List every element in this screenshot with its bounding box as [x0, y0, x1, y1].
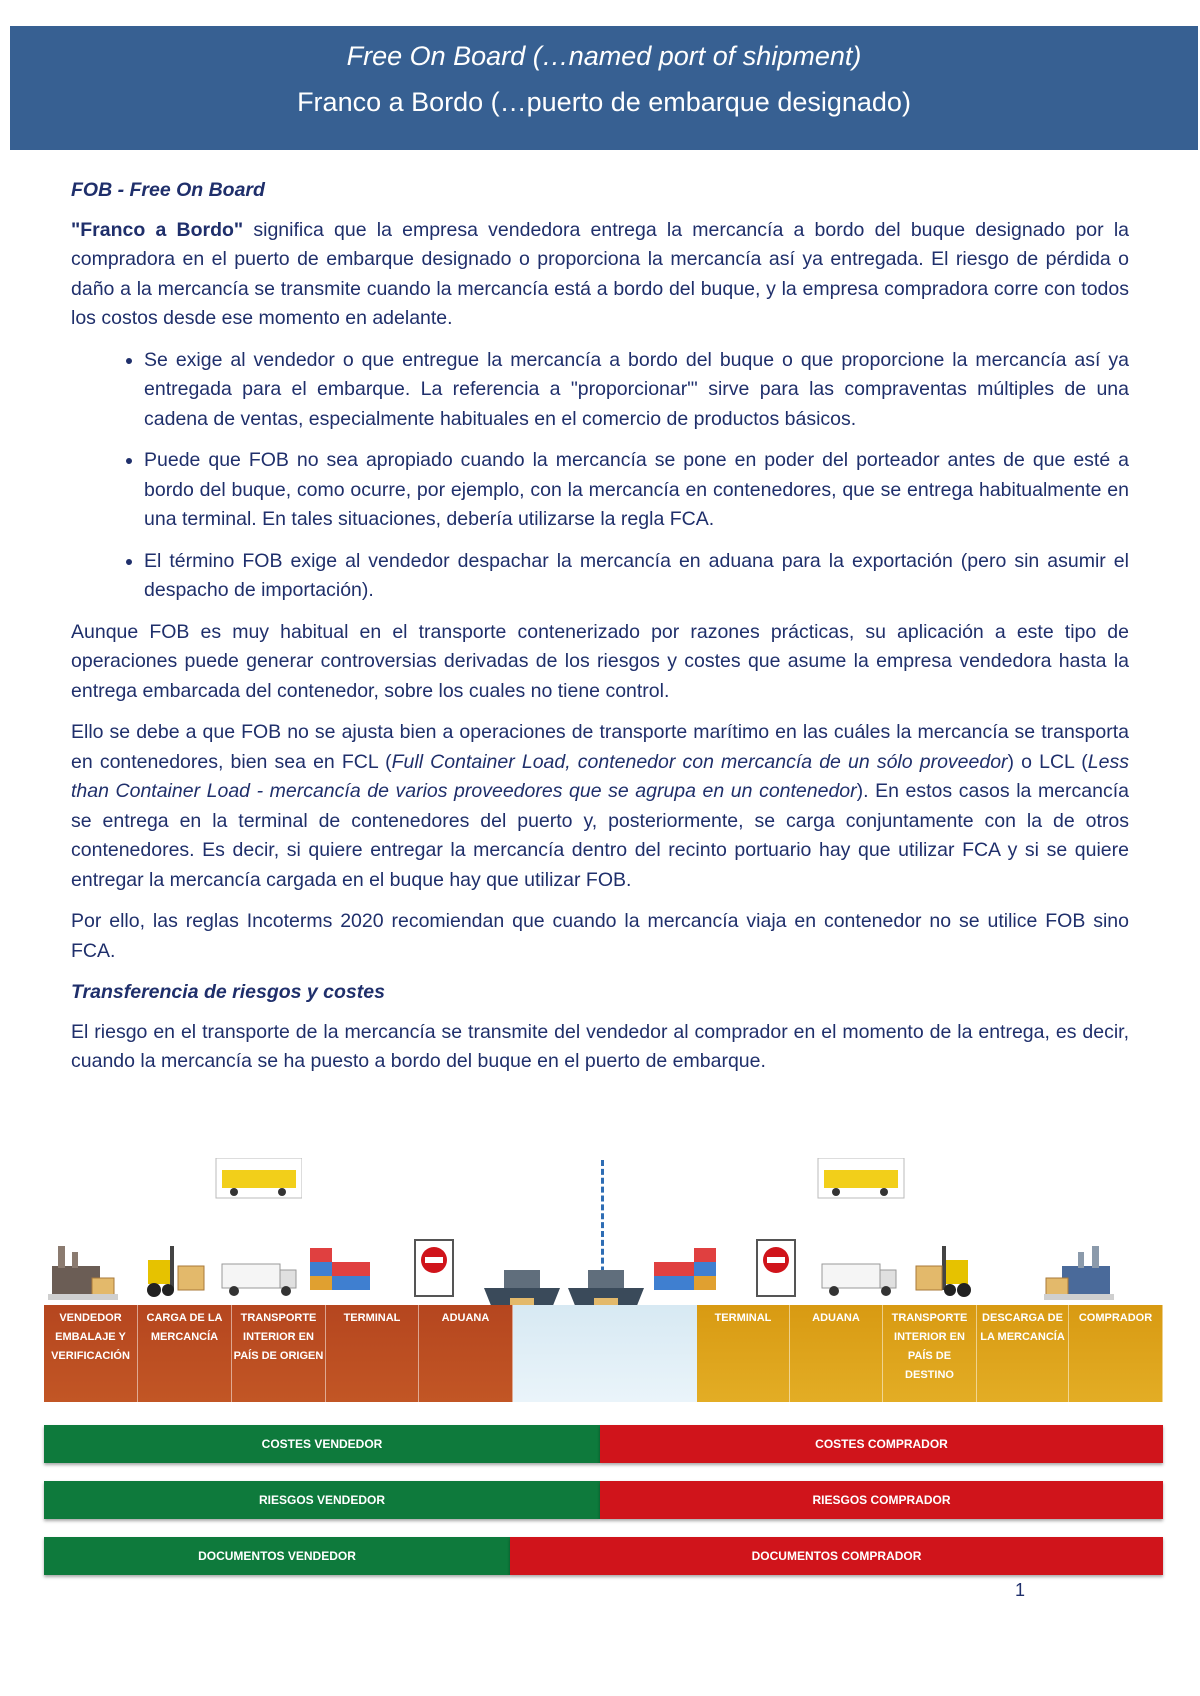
- bullet-item: • Puede que FOB no sea apropiado cuando la mercancía se pone en poder del porteador antes de que esté a bordo del buque, como ocurre, por ejemplo, con la mercancía en contenedores, que se entrega habitualmente en una terminal. En tales situaciones, debería utilizarse la regla FCA.: [144, 446, 1129, 535]
- document-body: [71, 176, 1129, 1089]
- intro-paragraph: [71, 216, 1129, 334]
- customs-sign-icon: [399, 1238, 469, 1302]
- bullet-item: • El término FOB exige al vendedor despachar la mercancía en aduana para la exportación (pero sin asumir el despacho de importación).: [144, 547, 1129, 606]
- stage-seller-inland-transport: TRANSPORTE INTERIOR EN PAÍS DE ORIGEN: [232, 1305, 326, 1402]
- factory-icon: [48, 1238, 118, 1302]
- risks-buyer-bar: RIESGOS COMPRADOR: [600, 1481, 1163, 1519]
- costs-seller-bar: COSTES VENDEDOR: [44, 1425, 600, 1463]
- documents-seller-bar: DOCUMENTOS VENDEDOR: [44, 1537, 510, 1575]
- title-spanish: Franco a Bordo (…puerto de embarque designado): [297, 87, 911, 117]
- truck-train-icon: [212, 1158, 302, 1302]
- risks-seller-bar: RIESGOS VENDEDOR: [44, 1481, 600, 1519]
- costs-buyer-bar: COSTES COMPRADOR: [600, 1425, 1163, 1463]
- fob-diagram: [44, 1160, 1164, 1580]
- stage-seller-customs: ADUANA: [419, 1305, 513, 1402]
- italic-lcl: Less than Container Load - mercancía de varios proveedores que se agrupa en un contenedor: [71, 750, 1129, 802]
- text-run: Ello se debe a que FOB no se ajusta bien a operaciones de transporte marítimo en las cuáles la mercancía se transporta en contenedores, bien sea en FCL (: [71, 721, 1129, 773]
- text-run: ). En estos casos la mercancía se entrega en la terminal de contenedores del puerto y, posteriormente, se carga conjuntamente con la de otros contenedores. Es decir, si quiere entregar la mercancía dentro del recinto portuario hay que utilizar FCA y si se quiere entregar la mercancía cargada en el buque hay que utilizar FOB.: [71, 780, 1129, 891]
- sea-section: [513, 1305, 697, 1402]
- bullet-item: • Se exige al vendedor o que entregue la mercancía a bordo del buque o que proporcione la mercancía así ya entregada para el embarque. La referencia a "proporcionar"' sirve para las compraventas múltiples de una cadena de ventas, especialmente habituales en el comercio de productos básicos.: [144, 346, 1129, 435]
- forklift-icon: [914, 1238, 984, 1302]
- stage-seller-packing: VENDEDOR EMBALAJE Y VERIFICACIÓN: [44, 1305, 138, 1402]
- paragraph-fcl-lcl: [71, 718, 1129, 895]
- paragraph-risk-transfer: El riesgo en el transporte de la mercancía se transmite del vendedor al comprador en el momento de la entrega, es decir, cuando la mercancía se ha puesto a bordo del buque en el puerto de embarque.: [71, 1020, 1129, 1072]
- intro-text: significa que la empresa vendedora entrega la mercancía a bordo del buque designado por la compradora en el puerto de embarque designado o proporciona la mercancía así ya entregada. El riesgo de pérdida o daño a la mercancía se transmite cuando la mercancía está a bordo del buque, y la empresa compradora corre con todos los costos desde ese momento en adelante.: [71, 218, 1129, 329]
- stage-seller-loading: CARGA DE LA MERCANCÍA: [138, 1305, 232, 1402]
- documents-buyer-bar: DOCUMENTOS COMPRADOR: [510, 1537, 1163, 1575]
- truck-train-icon: [816, 1158, 906, 1302]
- bullet-list: [71, 346, 1129, 606]
- section-heading-fob: FOB - Free On Board: [71, 179, 265, 201]
- stage-buyer-unloading: DESCARGA DE LA MERCANCÍA: [977, 1305, 1069, 1402]
- text-run: ) o LCL (: [1007, 750, 1088, 773]
- stage-buyer: COMPRADOR: [1069, 1305, 1163, 1402]
- paragraph-containerized: Aunque FOB es muy habitual en el transporte contenerizado por razones prácticas, su aplicación a este tipo de operaciones puede generar controversias derivadas de los riesgos y costes que asume la empresa vendedora hasta la entrega embarcada del contenedor, sobre los cuales no tiene control.: [71, 620, 1129, 702]
- containers-icon: [304, 1238, 374, 1302]
- stage-buyer-customs: ADUANA: [790, 1305, 883, 1402]
- italic-fcl: Full Container Load, contenedor con mercancía de un sólo proveedor: [391, 750, 1008, 773]
- containers-icon: [650, 1238, 720, 1302]
- warehouse-icon: [1044, 1238, 1114, 1302]
- page-header: [10, 26, 1198, 150]
- title-english: Free On Board (…named port of shipment): [346, 41, 862, 71]
- paragraph-incoterms: Por ello, las reglas Incoterms 2020 recomiendan que cuando la mercancía viaja en contenedor no se utilice FOB sino FCA.: [71, 910, 1129, 962]
- customs-sign-icon: [741, 1238, 811, 1302]
- stage-seller-terminal: TERMINAL: [326, 1305, 419, 1402]
- page-number: 1: [1015, 1580, 1026, 1600]
- stage-buyer-terminal: TERMINAL: [697, 1305, 790, 1402]
- intro-bold-term: "Franco a Bordo": [71, 218, 244, 241]
- stage-buyer-inland-transport: TRANSPORTE INTERIOR EN PAÍS DE DESTINO: [883, 1305, 977, 1402]
- forklift-icon: [140, 1238, 210, 1302]
- section-heading-risk: Transferencia de riesgos y costes: [71, 981, 385, 1003]
